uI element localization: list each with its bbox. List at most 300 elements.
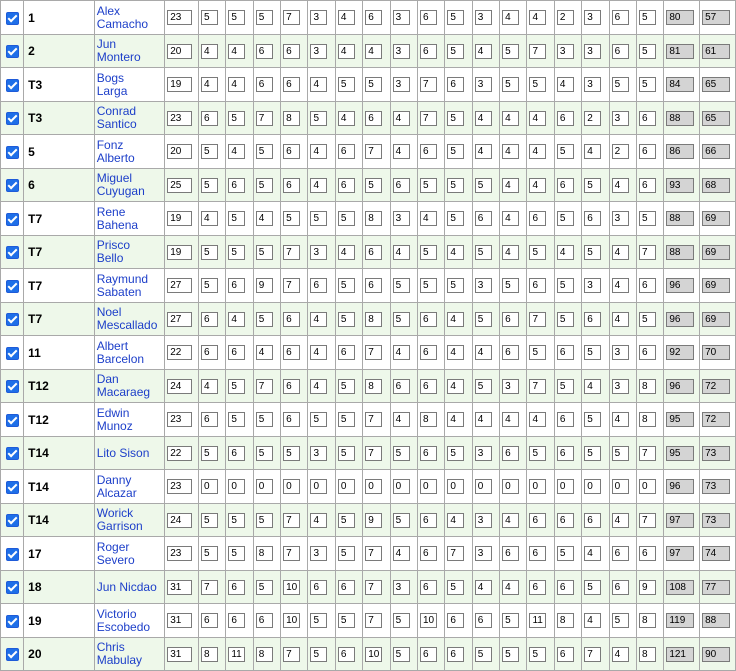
handicap-cell[interactable]: [165, 135, 199, 169]
handicap-cell[interactable]: [165, 537, 199, 571]
hole-score-field[interactable]: 4: [310, 345, 327, 360]
select-cell[interactable]: [1, 571, 24, 604]
hole-7-cell[interactable]: [363, 102, 390, 135]
hole-score-field[interactable]: 5: [393, 312, 410, 327]
hole-score-field[interactable]: 4: [310, 178, 327, 193]
player-last-name[interactable]: Larga: [96, 83, 128, 98]
hole-score-field[interactable]: 6: [557, 513, 574, 528]
hole-score-field[interactable]: 6: [557, 178, 574, 193]
hole-13-cell[interactable]: [527, 1, 554, 35]
hole-2-cell[interactable]: [226, 571, 253, 604]
hole-score-field[interactable]: 6: [256, 77, 273, 92]
player-name-link[interactable]: [97, 238, 130, 265]
hole-15-cell[interactable]: [582, 303, 609, 336]
hole-12-cell[interactable]: [500, 470, 527, 504]
hole-4-cell[interactable]: [281, 437, 308, 470]
select-checkbox[interactable]: [6, 246, 19, 259]
player-last-name[interactable]: Severo: [96, 552, 135, 567]
hole-score-field[interactable]: 5: [310, 647, 327, 662]
hole-12-cell[interactable]: [500, 1, 527, 35]
hole-score-field[interactable]: 4: [612, 312, 629, 327]
handicap-cell[interactable]: [165, 571, 199, 604]
hole-1-cell[interactable]: [198, 504, 225, 537]
hole-score-field[interactable]: 5: [338, 513, 355, 528]
hole-15-cell[interactable]: [582, 537, 609, 571]
hole-score-field[interactable]: 10: [283, 613, 300, 628]
hole-score-field[interactable]: 5: [584, 446, 601, 461]
hole-12-cell[interactable]: [500, 370, 527, 403]
hole-14-cell[interactable]: [554, 303, 581, 336]
player-last-name[interactable]: Alberto: [96, 150, 135, 165]
hole-12-cell[interactable]: [500, 303, 527, 336]
hole-score-field[interactable]: 5: [256, 144, 273, 159]
player-name-cell[interactable]: [94, 537, 165, 571]
player-last-name[interactable]: Cuyugan: [96, 184, 145, 198]
hole-score-field[interactable]: 8: [639, 412, 656, 427]
hole-6-cell[interactable]: [335, 336, 362, 370]
select-cell[interactable]: [1, 303, 24, 336]
hole-score-field[interactable]: 6: [365, 245, 382, 260]
handicap-cell[interactable]: [165, 202, 199, 236]
hole-score-field[interactable]: 4: [612, 647, 629, 662]
hole-1-cell[interactable]: [198, 202, 225, 236]
hole-score-field[interactable]: 4: [447, 513, 464, 528]
player-last-name[interactable]: Mabulay: [96, 653, 143, 667]
hole-score-field[interactable]: 5: [475, 178, 492, 193]
hole-16-cell[interactable]: [609, 571, 636, 604]
hole-score-field[interactable]: 4: [393, 412, 410, 427]
hole-16-cell[interactable]: [609, 370, 636, 403]
handicap-cell[interactable]: [165, 336, 199, 370]
hole-7-cell[interactable]: [363, 236, 390, 269]
hole-9-cell[interactable]: [417, 68, 444, 102]
hole-8-cell[interactable]: [390, 638, 417, 671]
hole-score-field[interactable]: 3: [310, 245, 327, 260]
hole-1-cell[interactable]: [198, 470, 225, 504]
hole-score-field[interactable]: 6: [529, 211, 546, 226]
select-cell[interactable]: [1, 638, 24, 671]
hole-score-field[interactable]: 5: [639, 10, 656, 25]
player-name-cell[interactable]: [94, 571, 165, 604]
hole-score-field[interactable]: 4: [529, 144, 546, 159]
player-last-name[interactable]: Alcazar: [96, 485, 137, 500]
hole-score-field[interactable]: 7: [639, 446, 656, 461]
hole-11-cell[interactable]: [472, 638, 499, 671]
hole-13-cell[interactable]: [527, 35, 554, 68]
select-cell[interactable]: [1, 537, 24, 571]
hole-score-field[interactable]: 4: [502, 178, 519, 193]
hole-score-field[interactable]: 3: [393, 211, 410, 226]
hole-score-field[interactable]: 6: [475, 613, 492, 628]
hole-score-field[interactable]: 3: [475, 10, 492, 25]
player-name-cell[interactable]: [94, 604, 165, 638]
hole-score-field[interactable]: 5: [475, 245, 492, 260]
hole-score-field[interactable]: 4: [612, 513, 629, 528]
select-checkbox[interactable]: [6, 648, 19, 661]
hole-6-cell[interactable]: [335, 303, 362, 336]
player-first-name[interactable]: Danny: [96, 472, 132, 487]
hole-17-cell[interactable]: [636, 470, 663, 504]
hole-15-cell[interactable]: [582, 336, 609, 370]
hole-14-cell[interactable]: [554, 336, 581, 370]
hole-15-cell[interactable]: [582, 638, 609, 671]
hole-score-field[interactable]: 5: [338, 613, 355, 628]
hole-score-field[interactable]: 5: [447, 178, 464, 193]
player-name-link[interactable]: [97, 138, 135, 165]
hole-score-field[interactable]: 5: [475, 312, 492, 327]
hole-15-cell[interactable]: [582, 35, 609, 68]
hole-score-field[interactable]: 5: [228, 111, 245, 126]
hole-score-field[interactable]: 3: [612, 345, 629, 360]
hole-score-field[interactable]: 7: [365, 345, 382, 360]
hole-score-field[interactable]: 5: [612, 446, 629, 461]
hole-14-cell[interactable]: [554, 102, 581, 135]
hole-4-cell[interactable]: [281, 236, 308, 269]
hole-10-cell[interactable]: [445, 236, 472, 269]
hole-16-cell[interactable]: [609, 102, 636, 135]
hole-8-cell[interactable]: [390, 504, 417, 537]
hole-1-cell[interactable]: [198, 102, 225, 135]
hole-15-cell[interactable]: [582, 604, 609, 638]
hole-9-cell[interactable]: [417, 604, 444, 638]
hole-score-field[interactable]: 0: [557, 479, 574, 494]
hole-4-cell[interactable]: [281, 35, 308, 68]
hole-11-cell[interactable]: [472, 202, 499, 236]
hole-score-field[interactable]: 5: [447, 10, 464, 25]
select-cell[interactable]: [1, 504, 24, 537]
hole-score-field[interactable]: 3: [393, 580, 410, 595]
handicap-field[interactable]: 19: [167, 245, 192, 260]
hole-11-cell[interactable]: [472, 102, 499, 135]
hole-3-cell[interactable]: [253, 571, 280, 604]
hole-score-field[interactable]: 8: [639, 647, 656, 662]
hole-score-field[interactable]: 6: [228, 613, 245, 628]
hole-score-field[interactable]: 5: [502, 613, 519, 628]
hole-3-cell[interactable]: [253, 504, 280, 537]
hole-7-cell[interactable]: [363, 135, 390, 169]
player-last-name[interactable]: Camacho: [96, 16, 149, 31]
hole-13-cell[interactable]: [527, 236, 554, 269]
hole-12-cell[interactable]: [500, 504, 527, 537]
hole-2-cell[interactable]: [226, 1, 253, 35]
hole-score-field[interactable]: 5: [228, 10, 245, 25]
hole-score-field[interactable]: 7: [529, 312, 546, 327]
hole-12-cell[interactable]: [500, 135, 527, 169]
hole-score-field[interactable]: 6: [283, 178, 300, 193]
player-first-name[interactable]: Edwin: [96, 405, 130, 420]
hole-score-field[interactable]: 6: [612, 10, 629, 25]
hole-17-cell[interactable]: [636, 202, 663, 236]
hole-14-cell[interactable]: [554, 35, 581, 68]
hole-6-cell[interactable]: [335, 571, 362, 604]
hole-score-field[interactable]: 2: [612, 144, 629, 159]
hole-12-cell[interactable]: [500, 236, 527, 269]
hole-score-field[interactable]: 6: [584, 513, 601, 528]
hole-6-cell[interactable]: [335, 202, 362, 236]
hole-5-cell[interactable]: [308, 236, 335, 269]
hole-2-cell[interactable]: [226, 102, 253, 135]
hole-10-cell[interactable]: [445, 102, 472, 135]
player-last-name[interactable]: Montero: [96, 50, 141, 64]
hole-8-cell[interactable]: [390, 336, 417, 370]
hole-5-cell[interactable]: [308, 403, 335, 437]
player-last-name[interactable]: Escobedo: [96, 619, 151, 634]
hole-8-cell[interactable]: [390, 68, 417, 102]
hole-score-field[interactable]: 6: [612, 580, 629, 595]
hole-score-field[interactable]: 3: [584, 278, 601, 293]
hole-2-cell[interactable]: [226, 35, 253, 68]
hole-6-cell[interactable]: [335, 604, 362, 638]
hole-12-cell[interactable]: [500, 68, 527, 102]
player-first-name[interactable]: Jun: [96, 37, 117, 51]
hole-17-cell[interactable]: [636, 638, 663, 671]
hole-score-field[interactable]: 4: [502, 245, 519, 260]
hole-score-field[interactable]: 5: [201, 513, 218, 528]
player-name-cell[interactable]: [94, 336, 165, 370]
hole-score-field[interactable]: 5: [584, 580, 601, 595]
player-name-link[interactable]: [97, 506, 143, 533]
hole-score-field[interactable]: 8: [201, 647, 218, 662]
hole-17-cell[interactable]: [636, 303, 663, 336]
hole-score-field[interactable]: 4: [557, 245, 574, 260]
handicap-cell[interactable]: [165, 370, 199, 403]
player-name-link[interactable]: [97, 37, 141, 64]
hole-3-cell[interactable]: [253, 303, 280, 336]
hole-9-cell[interactable]: [417, 470, 444, 504]
hole-7-cell[interactable]: [363, 437, 390, 470]
hole-3-cell[interactable]: [253, 638, 280, 671]
player-first-name[interactable]: Albert: [96, 338, 129, 353]
hole-score-field[interactable]: 3: [393, 44, 410, 59]
hole-9-cell[interactable]: [417, 504, 444, 537]
hole-11-cell[interactable]: [472, 370, 499, 403]
select-cell[interactable]: [1, 1, 24, 35]
hole-6-cell[interactable]: [335, 370, 362, 403]
hole-6-cell[interactable]: [335, 236, 362, 269]
hole-2-cell[interactable]: [226, 68, 253, 102]
hole-15-cell[interactable]: [582, 68, 609, 102]
hole-4-cell[interactable]: [281, 403, 308, 437]
hole-score-field[interactable]: 5: [228, 412, 245, 427]
handicap-field[interactable]: 20: [167, 144, 192, 159]
hole-score-field[interactable]: 5: [256, 580, 273, 595]
hole-score-field[interactable]: 5: [338, 379, 355, 394]
player-first-name[interactable]: Dan: [96, 372, 119, 386]
hole-6-cell[interactable]: [335, 638, 362, 671]
hole-score-field[interactable]: 5: [256, 412, 273, 427]
hole-9-cell[interactable]: [417, 537, 444, 571]
hole-score-field[interactable]: 6: [283, 412, 300, 427]
handicap-cell[interactable]: [165, 470, 199, 504]
hole-13-cell[interactable]: [527, 102, 554, 135]
hole-13-cell[interactable]: [527, 202, 554, 236]
hole-score-field[interactable]: 6: [420, 144, 437, 159]
hole-score-field[interactable]: 6: [365, 10, 382, 25]
hole-score-field[interactable]: 3: [612, 111, 629, 126]
hole-score-field[interactable]: 0: [256, 479, 273, 494]
hole-8-cell[interactable]: [390, 303, 417, 336]
hole-15-cell[interactable]: [582, 571, 609, 604]
hole-score-field[interactable]: 5: [201, 245, 218, 260]
hole-9-cell[interactable]: [417, 35, 444, 68]
hole-11-cell[interactable]: [472, 35, 499, 68]
hole-score-field[interactable]: 5: [256, 10, 273, 25]
hole-1-cell[interactable]: [198, 537, 225, 571]
hole-score-field[interactable]: 5: [365, 77, 382, 92]
hole-17-cell[interactable]: [636, 1, 663, 35]
hole-score-field[interactable]: 5: [529, 446, 546, 461]
hole-11-cell[interactable]: [472, 437, 499, 470]
hole-score-field[interactable]: 4: [228, 77, 245, 92]
hole-score-field[interactable]: 5: [529, 77, 546, 92]
hole-score-field[interactable]: 5: [201, 178, 218, 193]
hole-score-field[interactable]: 6: [201, 111, 218, 126]
player-name-link[interactable]: [97, 580, 157, 594]
player-name-link[interactable]: [97, 607, 150, 634]
hole-score-field[interactable]: 5: [502, 44, 519, 59]
hole-16-cell[interactable]: [609, 169, 636, 202]
hole-1-cell[interactable]: [198, 403, 225, 437]
hole-8-cell[interactable]: [390, 202, 417, 236]
hole-17-cell[interactable]: [636, 370, 663, 403]
hole-score-field[interactable]: 4: [393, 144, 410, 159]
hole-score-field[interactable]: 4: [338, 44, 355, 59]
hole-7-cell[interactable]: [363, 504, 390, 537]
hole-score-field[interactable]: 5: [557, 211, 574, 226]
select-cell[interactable]: [1, 437, 24, 470]
hole-score-field[interactable]: 5: [557, 312, 574, 327]
hole-score-field[interactable]: 6: [228, 278, 245, 293]
hole-15-cell[interactable]: [582, 437, 609, 470]
hole-score-field[interactable]: 6: [447, 77, 464, 92]
hole-15-cell[interactable]: [582, 169, 609, 202]
hole-score-field[interactable]: 4: [338, 111, 355, 126]
hole-1-cell[interactable]: [198, 604, 225, 638]
hole-score-field[interactable]: 6: [557, 446, 574, 461]
select-checkbox[interactable]: [6, 548, 19, 561]
hole-score-field[interactable]: 5: [256, 245, 273, 260]
hole-score-field[interactable]: 7: [256, 111, 273, 126]
hole-score-field[interactable]: 4: [612, 245, 629, 260]
hole-score-field[interactable]: 4: [529, 178, 546, 193]
select-cell[interactable]: [1, 403, 24, 437]
hole-score-field[interactable]: 4: [310, 144, 327, 159]
hole-score-field[interactable]: 5: [447, 278, 464, 293]
player-name-cell[interactable]: [94, 437, 165, 470]
select-checkbox[interactable]: [6, 514, 19, 527]
hole-score-field[interactable]: 5: [447, 144, 464, 159]
hole-score-field[interactable]: 5: [420, 178, 437, 193]
hole-8-cell[interactable]: [390, 470, 417, 504]
hole-2-cell[interactable]: [226, 370, 253, 403]
hole-11-cell[interactable]: [472, 537, 499, 571]
select-cell[interactable]: [1, 604, 24, 638]
hole-score-field[interactable]: 4: [393, 546, 410, 561]
hole-8-cell[interactable]: [390, 102, 417, 135]
player-first-name[interactable]: Worick: [96, 506, 134, 520]
hole-score-field[interactable]: 3: [310, 446, 327, 461]
hole-score-field[interactable]: 4: [447, 379, 464, 394]
hole-2-cell[interactable]: [226, 169, 253, 202]
hole-4-cell[interactable]: [281, 470, 308, 504]
hole-12-cell[interactable]: [500, 604, 527, 638]
hole-score-field[interactable]: 4: [612, 412, 629, 427]
hole-16-cell[interactable]: [609, 236, 636, 269]
hole-2-cell[interactable]: [226, 504, 253, 537]
player-first-name[interactable]: Miguel: [96, 171, 133, 185]
hole-11-cell[interactable]: [472, 470, 499, 504]
hole-score-field[interactable]: 5: [529, 647, 546, 662]
hole-score-field[interactable]: 4: [502, 580, 519, 595]
hole-16-cell[interactable]: [609, 68, 636, 102]
hole-4-cell[interactable]: [281, 202, 308, 236]
hole-1-cell[interactable]: [198, 370, 225, 403]
hole-14-cell[interactable]: [554, 1, 581, 35]
hole-score-field[interactable]: 4: [529, 412, 546, 427]
handicap-cell[interactable]: [165, 35, 199, 68]
hole-score-field[interactable]: 5: [420, 278, 437, 293]
hole-13-cell[interactable]: [527, 504, 554, 537]
hole-score-field[interactable]: 6: [584, 211, 601, 226]
hole-3-cell[interactable]: [253, 269, 280, 303]
handicap-field[interactable]: 31: [167, 613, 192, 628]
handicap-field[interactable]: 19: [167, 77, 192, 92]
hole-score-field[interactable]: 5: [420, 245, 437, 260]
player-first-name[interactable]: Rene: [96, 204, 126, 219]
hole-10-cell[interactable]: [445, 336, 472, 370]
hole-score-field[interactable]: 6: [557, 647, 574, 662]
hole-14-cell[interactable]: [554, 537, 581, 571]
select-checkbox[interactable]: [6, 447, 19, 460]
hole-8-cell[interactable]: [390, 135, 417, 169]
hole-score-field[interactable]: 4: [502, 144, 519, 159]
hole-9-cell[interactable]: [417, 638, 444, 671]
hole-score-field[interactable]: 7: [365, 546, 382, 561]
hole-4-cell[interactable]: [281, 370, 308, 403]
hole-2-cell[interactable]: [226, 437, 253, 470]
player-first-name[interactable]: Fonz: [96, 137, 124, 152]
hole-score-field[interactable]: 8: [365, 379, 382, 394]
hole-8-cell[interactable]: [390, 1, 417, 35]
hole-14-cell[interactable]: [554, 202, 581, 236]
hole-13-cell[interactable]: [527, 336, 554, 370]
hole-score-field[interactable]: 4: [502, 513, 519, 528]
hole-score-field[interactable]: 5: [228, 211, 245, 226]
player-first-name[interactable]: Victorio: [96, 606, 137, 621]
hole-score-field[interactable]: 6: [283, 312, 300, 327]
player-name-link[interactable]: [97, 640, 142, 667]
hole-score-field[interactable]: 5: [201, 278, 218, 293]
hole-4-cell[interactable]: [281, 269, 308, 303]
hole-7-cell[interactable]: [363, 68, 390, 102]
hole-9-cell[interactable]: [417, 403, 444, 437]
hole-score-field[interactable]: 7: [283, 647, 300, 662]
hole-score-field[interactable]: 6: [365, 278, 382, 293]
hole-score-field[interactable]: 7: [283, 278, 300, 293]
hole-1-cell[interactable]: [198, 1, 225, 35]
hole-score-field[interactable]: 5: [502, 278, 519, 293]
player-name-cell[interactable]: [94, 269, 165, 303]
hole-score-field[interactable]: 6: [283, 345, 300, 360]
select-cell[interactable]: [1, 169, 24, 202]
hole-4-cell[interactable]: [281, 504, 308, 537]
hole-15-cell[interactable]: [582, 470, 609, 504]
hole-13-cell[interactable]: [527, 571, 554, 604]
hole-10-cell[interactable]: [445, 437, 472, 470]
hole-14-cell[interactable]: [554, 470, 581, 504]
hole-16-cell[interactable]: [609, 1, 636, 35]
hole-8-cell[interactable]: [390, 537, 417, 571]
